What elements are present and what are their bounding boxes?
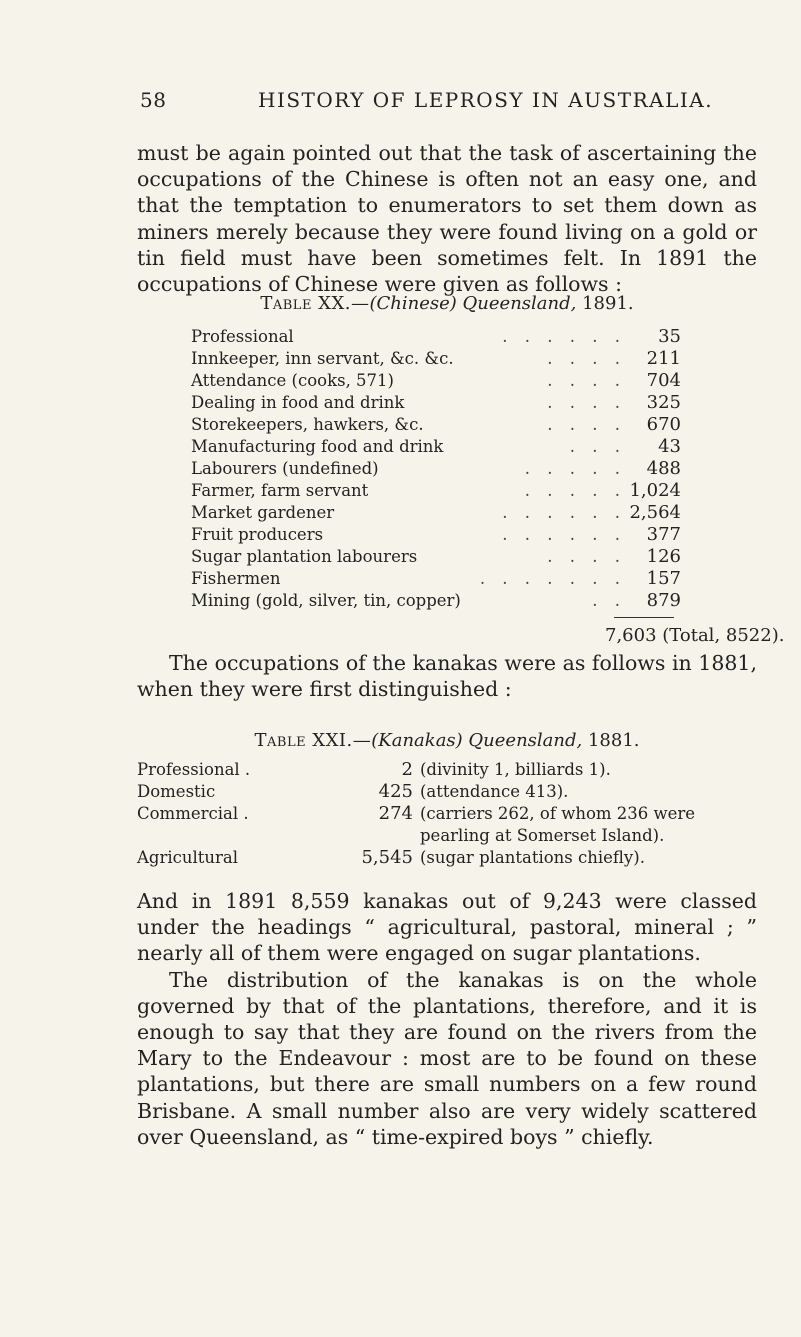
table-row: pearling at Somerset Island). [420, 826, 665, 845]
page-number: 58 [140, 88, 167, 112]
table-xxi-caption: Table XXI.—(Kanakas) Queensland, 1881. [254, 730, 640, 751]
table-row: Storekeepers, hawkers, &c. . . . . 670 [191, 414, 681, 435]
table-row: Domestic 425 (attendance 413). [137, 781, 569, 802]
table-row: Professional . 2 (divinity 1, billiards 1). [137, 759, 611, 780]
kanakas-text: The occupations of the kanakas were as follows in 1881, when they were first distinguished : [137, 651, 757, 702]
closing-paragraph-1: And in 1891 8,559 kanakas out of 9,243 were classed under the headings “ agricultural, pastoral, mineral ; ” nearly all of them were engaged on sugar plantations. [137, 889, 757, 966]
table-row: Fruit producers . . . . . . 377 [191, 524, 681, 545]
table-row: Agricultural 5,545 (sugar plantations chiefly). [137, 847, 645, 868]
page-header [0, 88, 801, 118]
table-row: Manufacturing food and drink . . . 43 [191, 436, 681, 457]
kanakas-paragraph [137, 650, 757, 702]
table-row: Innkeeper, inn servant, &c. &c. . . . . 211 [191, 348, 681, 369]
table-xx-total: 7,603 (Total, 8522). [605, 625, 785, 646]
running-title: HISTORY OF LEPROSY IN AUSTRALIA. [258, 88, 714, 112]
table-row: Dealing in food and drink . . . . 325 [191, 392, 681, 413]
table-row: Mining (gold, silver, tin, copper) . . 879 [191, 590, 681, 611]
table-row: Commercial . 274 (carriers 262, of whom 236 were [137, 803, 696, 824]
table-row: Market gardener . . . . . . 2,564 [191, 502, 681, 523]
table-xx-caption: Table XX.—(Chinese) Queensland, 1891. [260, 293, 634, 314]
closing-section [137, 888, 757, 1150]
closing-paragraph-2: The distribution of the kanakas is on the whole governed by that of the plantations, therefore, and it is enough to say that they are found on the rivers from the Mary to the Endeavour : most are to be found on these plantations, but there are small numbers on a few round Brisbane. A small number also are very widely scattered over Queensland, as “ time-expired boys ” chiefly. [137, 967, 757, 1149]
table-row: Labourers (undefined) . . . . . 488 [191, 458, 681, 479]
intro-text: must be again pointed out that the task of ascertaining the occupations of the Chinese is often not an easy one, and that the temptation to enumerators to set them down as miners merely because they were found living on a gold or tin field must have been sometimes felt. In 1891 the occupations of Chinese were given as follows : [137, 141, 757, 297]
table-row: Fishermen . . . . . . . 157 [191, 568, 681, 589]
intro-paragraph [137, 140, 757, 297]
total-rule [614, 617, 674, 618]
table-row: Farmer, farm servant . . . . . 1,024 [191, 480, 681, 501]
table-row: Sugar plantation labourers . . . . 126 [191, 546, 681, 567]
table-row: Attendance (cooks, 571) . . . . 704 [191, 370, 681, 391]
table-row: Professional . . . . . . 35 [191, 326, 681, 347]
